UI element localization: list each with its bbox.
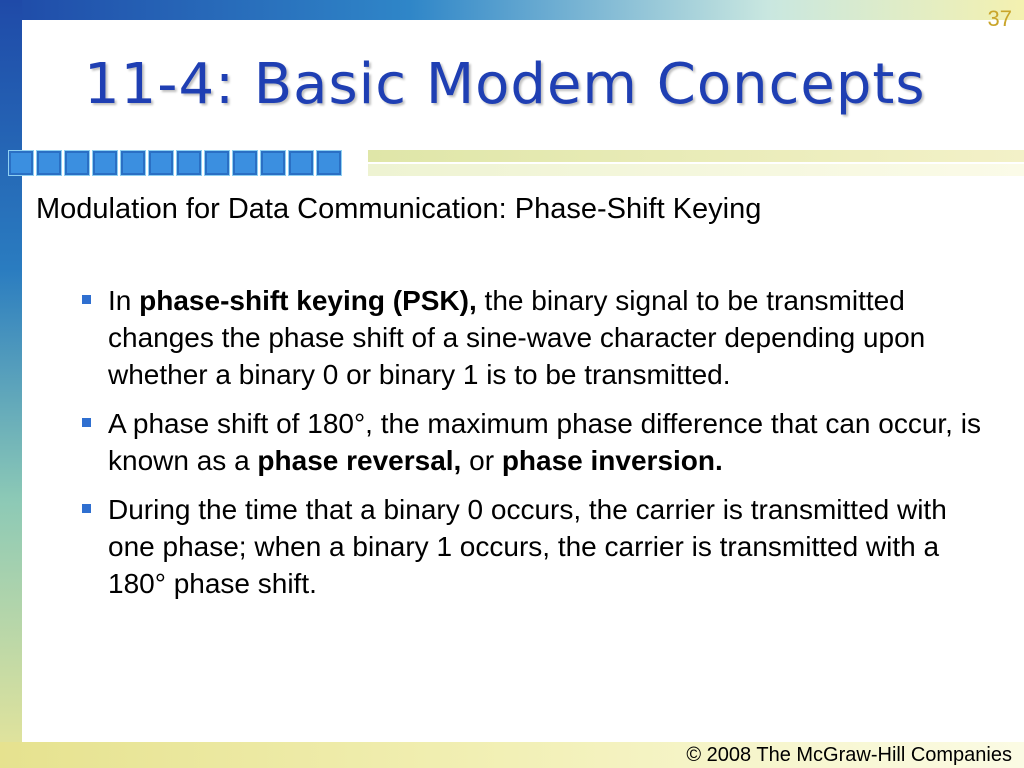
bullet-term: phase inversion. [501, 445, 723, 476]
bullet-text: the binary signal to be transmitted changes the phase shift of a sine-wave character depending upon whether a binary 0 or binary 1 is to be transmitted. [108, 285, 926, 390]
bullet-term: phase-shift keying (PSK), [139, 285, 477, 316]
divider-square [8, 150, 34, 176]
divider-square [92, 150, 118, 176]
divider-square [36, 150, 62, 176]
divider-square [260, 150, 286, 176]
divider-band [368, 150, 1024, 162]
divider-square [232, 150, 258, 176]
bullet-item-psk-definition [76, 282, 996, 393]
title-divider [8, 150, 1024, 178]
divider-square [176, 150, 202, 176]
divider-square [148, 150, 174, 176]
bullet-text: or [461, 445, 502, 476]
copyright-footer: © 2008 The McGraw-Hill Companies [686, 744, 1012, 766]
divider-square [120, 150, 146, 176]
bullet-text: During the time that a binary 0 occurs, the carrier is transmitted with one phase; when a binary 1 occurs, the carrier is transmitted with a 180° phase shift. [108, 494, 947, 599]
square-bullet-icon [82, 504, 91, 513]
slide-number: 37 [987, 6, 1012, 31]
bullet-text: In [108, 285, 140, 316]
section-heading: Modulation for Data Communication: Phase-Shift Keying [36, 193, 762, 225]
slide-frame-left [0, 0, 22, 768]
divider-square [204, 150, 230, 176]
bullet-item-carrier-phase [76, 491, 996, 602]
divider-square [316, 150, 342, 176]
slide-title: 11-4: Basic Modem Concepts [84, 52, 926, 117]
divider-band [368, 164, 1024, 176]
bullet-term: phase reversal, [257, 445, 462, 476]
bullet-text: A phase shift of 180°, the maximum phase difference that can occur, is known as a [108, 408, 981, 476]
square-bullet-icon [82, 295, 91, 304]
bullet-item-phase-reversal [76, 405, 996, 479]
slide-frame-top [0, 0, 1024, 20]
divider-square [64, 150, 90, 176]
divider-squares [8, 150, 344, 176]
bullet-list [76, 282, 996, 614]
square-bullet-icon [82, 418, 91, 427]
divider-square [288, 150, 314, 176]
